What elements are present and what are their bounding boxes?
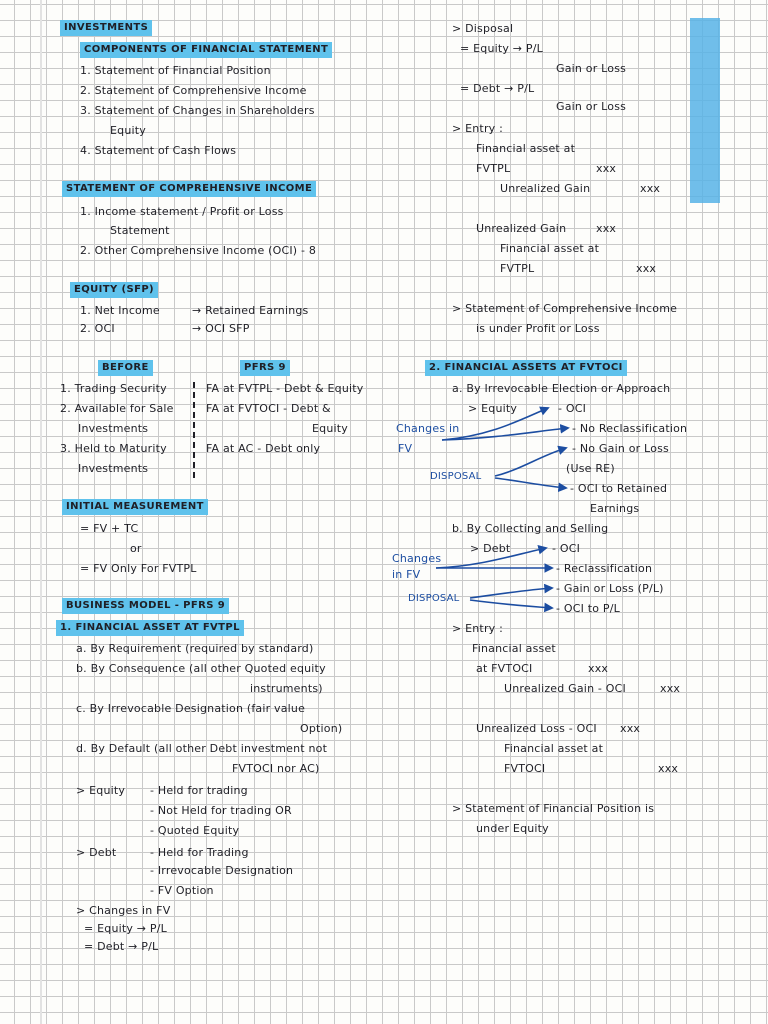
soci-note-cont: is under Profit or Loss: [476, 322, 600, 335]
initial-measurement-heading: INITIAL MEASUREMENT: [62, 499, 208, 515]
sfp-note-cont: under Equity: [476, 822, 549, 835]
soci-item-1: 1. Income statement / Profit or Loss: [80, 205, 284, 218]
disposal-debt: = Debt → P/L: [460, 82, 535, 95]
entry1-line-6: FVTPL: [500, 262, 535, 275]
equity-row2-left: 2. OCI: [80, 322, 115, 335]
soci-note: > Statement of Comprehensive Income: [452, 302, 678, 315]
entry2-label: > Entry :: [452, 622, 503, 635]
components-heading: COMPONENTS OF FINANCIAL STATEMENT: [80, 42, 332, 58]
sfp-note: > Statement of Financial Position is: [452, 802, 655, 815]
fvtoci-equity: > Equity: [468, 402, 518, 415]
fvtpl-equity-item-2: - Not Held for trading OR: [150, 804, 292, 817]
fvtpl-debt-item-3: - FV Option: [150, 884, 214, 897]
fvtoci-item-a: a. By Irrevocable Election or Approach: [452, 382, 671, 395]
entry1-amount-3: xxx: [596, 222, 617, 235]
entry1-amount-4: xxx: [636, 262, 657, 275]
entry1-amount-1: xxx: [596, 162, 617, 175]
after-item-2: FA at FVTOCI - Debt &: [206, 402, 331, 415]
fvtpl-debt-label: > Debt: [76, 846, 117, 859]
disposal-equity: = Equity → P/L: [460, 42, 543, 55]
fvtpl-heading: 1. FINANCIAL ASSET AT FVTPL: [56, 620, 244, 636]
fvtpl-item-b: b. By Consequence (all other Quoted equity: [76, 662, 326, 675]
before-item-3: 3. Held to Maturity: [60, 442, 167, 455]
entry2-line-6: FVTOCI: [504, 762, 546, 775]
entry1-line-3: Unrealized Gain: [500, 182, 591, 195]
after-item-1: FA at FVTPL - Debt & Equity: [206, 382, 364, 395]
fvtoci-disposal: DISPOSAL: [430, 471, 482, 482]
fvtoci-no-gain: - No Gain or Loss: [572, 442, 669, 455]
entry2-amount-3: xxx: [620, 722, 641, 735]
soci-heading: STATEMENT OF COMPREHENSIVE INCOME: [62, 181, 316, 197]
entry2-line-4: Unrealized Loss - OCI: [476, 722, 597, 735]
fvtoci-oci-re: - OCI to Retained: [570, 482, 668, 495]
entry2-amount-2: xxx: [660, 682, 681, 695]
fvtpl-item-d: d. By Default (all other Debt investment not: [76, 742, 328, 755]
fvtpl-equity-label: > Equity: [76, 784, 126, 797]
components-item-4: 4. Statement of Cash Flows: [80, 144, 237, 157]
pfrs9-heading: PFRS 9: [240, 360, 290, 376]
fvtoci-earnings: Earnings: [590, 502, 640, 515]
arrow-b-changes-to-oci: [436, 548, 546, 568]
fvtoci-b-disposal: DISPOSAL: [408, 593, 460, 604]
components-item-3: 3. Statement of Changes in Shareholders: [80, 104, 315, 117]
fvtpl-changes-equity: = Equity → P/L: [84, 922, 167, 935]
initial-line-2: or: [130, 542, 142, 555]
fvtpl-equity-item-1: - Held for trading: [150, 784, 248, 797]
entry2-line-5: Financial asset at: [504, 742, 604, 755]
entry1-line-2: FVTPL: [476, 162, 511, 175]
business-model-heading: BUSINESS MODEL - PFRS 9: [62, 598, 229, 614]
before-item-2-cont: Investments: [78, 422, 149, 435]
entry1-line-1: Financial asset at: [476, 142, 576, 155]
soci-item-1-cont: Statement: [110, 224, 170, 237]
entry2-amount-4: xxx: [658, 762, 679, 775]
fvtpl-debt-item-1: - Held for Trading: [150, 846, 249, 859]
disposal-label: > Disposal: [452, 22, 514, 35]
fvtpl-item-a: a. By Requirement (required by standard): [76, 642, 314, 655]
components-item-3-cont: Equity: [110, 124, 146, 137]
fvtoci-use-re: (Use RE): [566, 462, 615, 475]
entry1-label: > Entry :: [452, 122, 503, 135]
fvtoci-b-changes: Changes: [392, 552, 442, 565]
fvtpl-debt-item-2: - Irrevocable Designation: [150, 864, 294, 877]
fvtoci-changes-in-fv: Changes in: [396, 422, 460, 435]
before-item-2: 2. Available for Sale: [60, 402, 174, 415]
fvtpl-item-c-cont: Option): [300, 722, 343, 735]
disposal-equity-gain-loss: Gain or Loss: [556, 62, 627, 75]
fvtoci-b-in-fv: in FV: [392, 568, 421, 581]
arrow-disposal-to-nogain: [495, 448, 566, 476]
components-item-2: 2. Statement of Comprehensive Income: [80, 84, 307, 97]
fvtpl-item-c: c. By Irrevocable Designation (fair value: [76, 702, 306, 715]
entry1-amount-2: xxx: [640, 182, 661, 195]
fvtoci-b-reclass: - Reclassification: [556, 562, 653, 575]
before-item-1: 1. Trading Security: [60, 382, 167, 395]
equity-row1-right: → Retained Earnings: [192, 304, 309, 317]
arrow-changes-to-oci: [442, 408, 548, 440]
fvtoci-debt: > Debt: [470, 542, 511, 555]
fvtpl-changes-label: > Changes in FV: [76, 904, 171, 917]
fvtoci-no-reclass: - No Reclassification: [572, 422, 688, 435]
arrow-b-disposal-to-gain: [470, 588, 552, 598]
disposal-debt-gain-loss: Gain or Loss: [556, 100, 627, 113]
fvtpl-item-b-cont: instruments): [250, 682, 323, 695]
fvtpl-changes-debt: = Debt → P/L: [84, 940, 159, 953]
arrow-b-disposal-to-oci-pl: [470, 600, 552, 608]
initial-line-3: = FV Only For FVTPL: [80, 562, 197, 575]
entry2-line-3: Unrealized Gain - OCI: [504, 682, 626, 695]
before-heading: BEFORE: [98, 360, 153, 376]
components-item-1: 1. Statement of Financial Position: [80, 64, 271, 77]
entry1-line-4: Unrealized Gain: [476, 222, 567, 235]
fvtoci-b-oci: - OCI: [552, 542, 581, 555]
fvtoci-heading: 2. FINANCIAL ASSETS AT FVTOCI: [425, 360, 627, 376]
equity-row2-right: → OCI SFP: [192, 322, 250, 335]
entry2-line-1: Financial asset: [472, 642, 556, 655]
fvtoci-b-gain: - Gain or Loss (P/L): [556, 582, 664, 595]
fvtoci-item-b: b. By Collecting and Selling: [452, 522, 609, 535]
fvtoci-b-oci-pl: - OCI to P/L: [556, 602, 620, 615]
soci-item-2: 2. Other Comprehensive Income (OCI) - 8: [80, 244, 317, 257]
investments-heading: INVESTMENTS: [60, 20, 152, 36]
after-item-2-cont: Equity: [312, 422, 348, 435]
fvtoci-fv: FV: [398, 442, 413, 455]
fvtpl-item-d-cont: FVTOCI nor AC): [232, 762, 320, 775]
initial-line-1: = FV + TC: [80, 522, 139, 535]
entry2-amount-1: xxx: [588, 662, 609, 675]
arrow-disposal-to-oci-re: [495, 478, 566, 488]
fvtoci-oci: - OCI: [558, 402, 587, 415]
equity-row1-left: 1. Net Income: [80, 304, 160, 317]
fvtpl-equity-item-3: - Quoted Equity: [150, 824, 240, 837]
entry2-line-2: at FVTOCI: [476, 662, 533, 675]
entry1-line-5: Financial asset at: [500, 242, 600, 255]
after-item-3: FA at AC - Debt only: [206, 442, 321, 455]
before-item-3-cont: Investments: [78, 462, 149, 475]
equity-sfp-heading: EQUITY (SFP): [70, 282, 158, 298]
